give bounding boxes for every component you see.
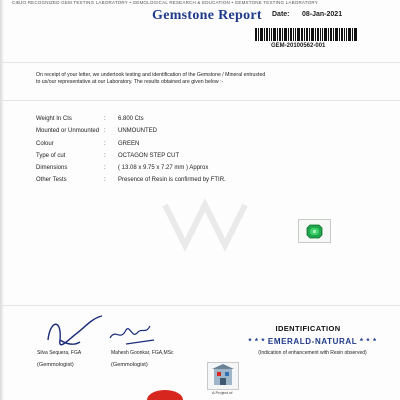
detail-label: Other Tests — [36, 177, 67, 183]
lab-logo — [207, 362, 239, 390]
red-seal-icon — [145, 388, 185, 400]
detail-separator: : — [104, 116, 106, 122]
detail-separator: : — [104, 128, 106, 134]
date-label: Date: — [272, 11, 290, 18]
detail-label: Dimensions — [36, 165, 68, 171]
fold-line — [0, 305, 400, 306]
detail-value: OCTAGON STEP CUT — [118, 153, 180, 159]
page-edge-shadow — [0, 0, 4, 400]
detail-value: 6.800 Cts — [118, 116, 144, 122]
detail-separator: : — [104, 177, 106, 183]
signatory-role: (Gemmologist) — [111, 362, 148, 368]
date-value: 08-Jan-2021 — [302, 11, 343, 18]
identification-note: (Indication of enhancement with Resin observed) — [258, 350, 367, 356]
signatory-name: Silva Sequera, FGA — [37, 350, 82, 356]
signatory-name: Mahesh Goonkar, FGA,MSc — [111, 350, 174, 356]
detail-value: UNMOUNTED — [118, 128, 157, 134]
report-number: GEM-20100562-001 — [271, 43, 326, 49]
signature-silva — [40, 310, 110, 355]
intro-paragraph: On receipt of your letter, we undertook testing and identification of the Gemstone / Mineral entrusted to us/our representative at our Laboratory. The results obtained are given below :- — [36, 72, 266, 85]
identification-result: * * * EMERALD-NATURAL * * * — [248, 337, 377, 346]
lab-building-icon — [208, 363, 238, 389]
lab-header-strip: CIBJO RECOGNIZED GEM TESTING LABORATORY • GEMOLOGICAL RESEARCH & EDUCATION • GEMSTONE TESTING LABORATORY — [12, 0, 318, 5]
detail-separator: : — [104, 153, 106, 159]
fold-line — [0, 100, 400, 101]
signatory-role: (Gemmologist) — [37, 362, 74, 368]
detail-label: Type of cut — [36, 153, 66, 159]
project-of-text: A Project of — [212, 390, 233, 395]
identification-heading: IDENTIFICATION — [275, 324, 341, 333]
detail-label: Mounted or Unmounted — [36, 128, 100, 134]
detail-separator: : — [104, 165, 106, 171]
detail-value: GREEN — [118, 141, 140, 147]
detail-label: Weight In Cts — [36, 116, 72, 122]
gemstone-photo — [298, 219, 331, 243]
emerald-icon — [299, 220, 330, 242]
detail-value: ( 13.08 x 9.75 x 7.27 mm ) Approx — [118, 165, 209, 171]
detail-value: Presence of Resin is confirmed by FTIR. — [118, 177, 226, 183]
signature-mahesh — [108, 318, 158, 348]
watermark-logo — [160, 195, 250, 255]
barcode-image — [255, 28, 357, 41]
detail-label: Colour — [36, 141, 54, 147]
report-title: Gemstone Report — [152, 8, 262, 23]
fold-line — [0, 62, 400, 63]
detail-separator: : — [104, 141, 106, 147]
